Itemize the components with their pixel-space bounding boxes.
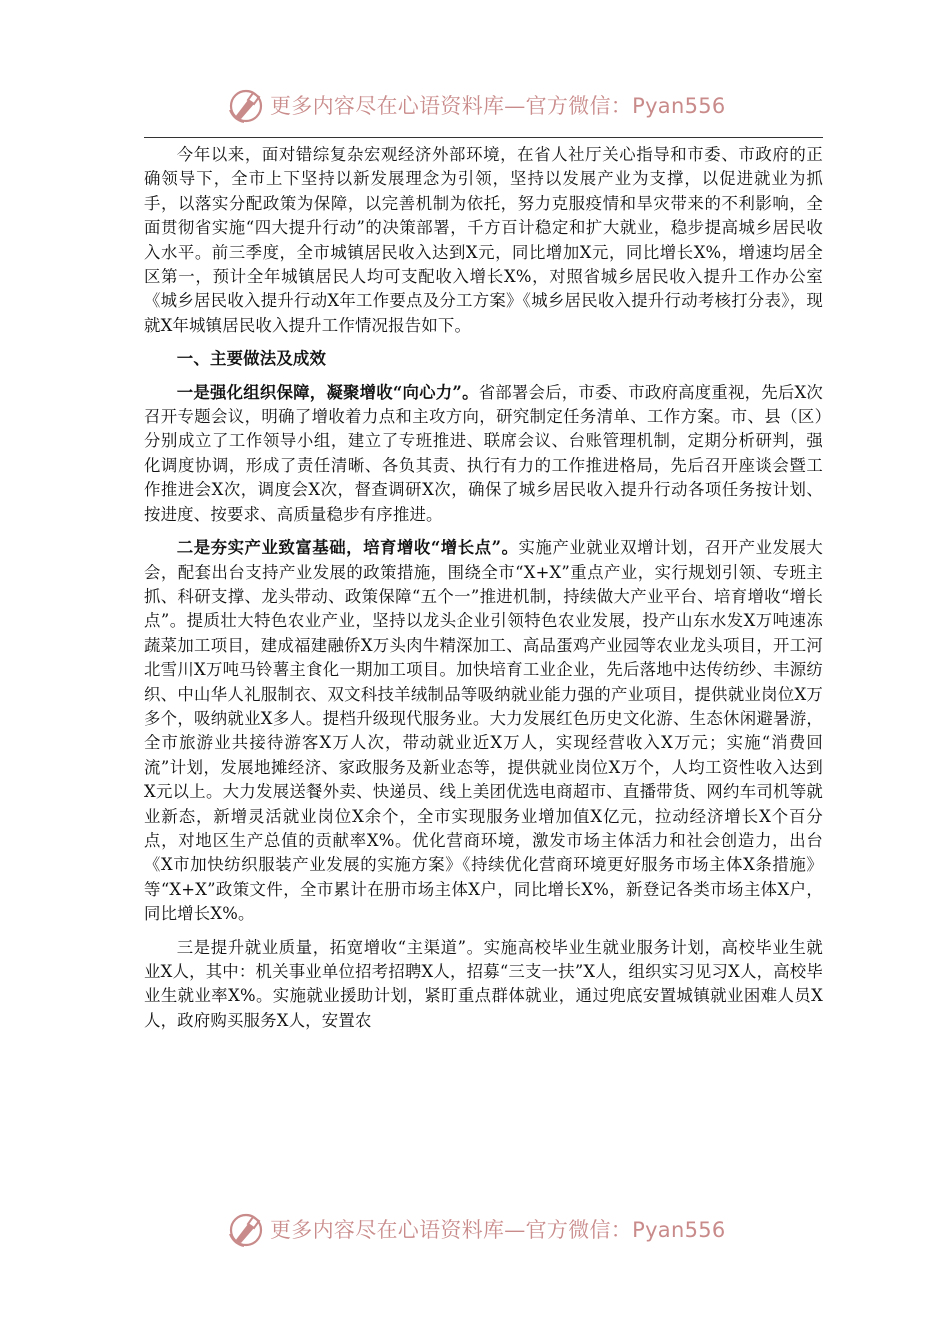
header-divider (144, 137, 823, 138)
paragraph-lead: 二是夯实产业致富基础，培育增收“增长点”。 (176, 538, 519, 558)
header-watermark (0, 80, 950, 130)
paragraph-text: 实施产业就业双增计划，召开产业发展大会，配套出台支持产业发展的政策措施，围绕全市“X+X”重点产业，实行规划引领、专班主抓、科研支撑、龙头带动、政策保障“五个一”推进机制，持续做大产业平台、培育增收“增长点”。提质壮大特色农业产业，坚持以龙头企业引领特色农业发展，投产山东水发X万吨速冻蔬菜加工项目，建成福建融侨X万头肉牛精深加工、高品蛋鸡产业园等农业龙头项目，开工河北雪川X万吨马铃薯主食化一期加工项目。加快培育工业企业，先后落地中达传纺纱、丰源纺织、中山华人礼服制衣、双文科技羊绒制品等吸纳就业能力强的产业项目，提供就业岗位X万多个，吸纳就业X多人。提档升级现代服务业。大力发展红色历史文化游、生态休闲避暑游，全市旅游业共接待游客X万人次，带动就业近X万人，实现经营收入X万元；实施“消费回流”计划，发展地摊经济、家政服务及新业态等，提供就业岗位X万个，人均工资性收入达到X元以上。大力发展送餐外卖、快递员、线上美团优选电商超市、直播带货、网约车司机等就业新态，新增灵活就业岗位X余个，全市实现服务业增加值X亿元，拉动经济增长X个百分点，对地区生产总值的贡献率X%。优化营商环境，激发市场主体活力和社会创造力，出台《X市加快纺织服装产业发展的实施方案》《持续优化营商环境更好服务市场主体X条措施》等“X+X”政策文件，全市累计在册市场主体X户，同比增长X%，新登记各类市场主体X户，同比增长X%。 (144, 538, 823, 924)
paragraph-employment: 三是提升就业质量，拓宽增收“主渠道”。实施高校毕业生就业服务计划，高校毕业生就业X人，其中：机关事业单位招考招聘X人，招募“三支一扶”X人，组织实习见习X人，高校毕业生就业率X%。实施就业援助计划，紧盯重点群体就业，通过兜底安置城镇就业困难人员X人，政府购买服务X人，安置农 (144, 937, 823, 1030)
paragraph-text: 省部署会后，市委、市政府高度重视，先后X次召开专题会议，明确了增收着力点和主攻方向，研究制定任务清单、工作方案。市、县（区）分别成立了工作领导小组，建立了专班推进、联席会议、台账管理机制，定期分析研判，强化调度协调，形成了责任清晰、各负其责、执行有力的工作推进格局，先后召开座谈会暨工作推进会X次，调度会X次，督查调研X次，确保了城乡居民收入提升行动各项任务按计划、按进度、按要求、高质量稳步有序推进。 (144, 382, 823, 524)
footer-watermark (0, 1204, 950, 1254)
paragraph-industry (144, 536, 823, 927)
intro-paragraph: 今年以来，面对错综复杂宏观经济外部环境，在省人社厅关心指导和市委、市政府的正确领导下，全市上下坚持以新发展理念为引领，坚持以发展产业为支撑，以促进就业为抓手，以落实分配政策为保障，以完善机制为依托，努力克服疫情和旱灾带来的不利影响，全面贯彻省实施“四大提升行动”的决策部署，千方百计稳定和扩大就业，稳步提高城乡居民收入水平。前三季度，全市城镇居民收入达到X元，同比增加X元，同比增长X%，增速均居全区第一，预计全年城镇居民人均可支配收入增长X%，对照省城乡居民收入提升工作办公室《城乡居民收入提升行动X年工作要点及分工方案》《城乡居民收入提升行动考核打分表》，现就X年城镇居民收入提升工作情况报告如下。 (144, 145, 823, 335)
paragraph-lead: 一是强化组织保障，凝聚增收“向心力”。 (176, 382, 479, 402)
pen-nib-logo-icon (226, 86, 266, 126)
section-heading: 一、主要做法及成效 (176, 349, 327, 369)
watermark-text: 更多内容尽在心语资料库—官方微信：Pyan556 (270, 94, 726, 118)
pen-nib-logo-icon (226, 1210, 266, 1250)
document-body (144, 143, 823, 1033)
paragraph-organization (144, 381, 823, 527)
watermark-text: 更多内容尽在心语资料库—官方微信：Pyan556 (270, 1218, 726, 1242)
